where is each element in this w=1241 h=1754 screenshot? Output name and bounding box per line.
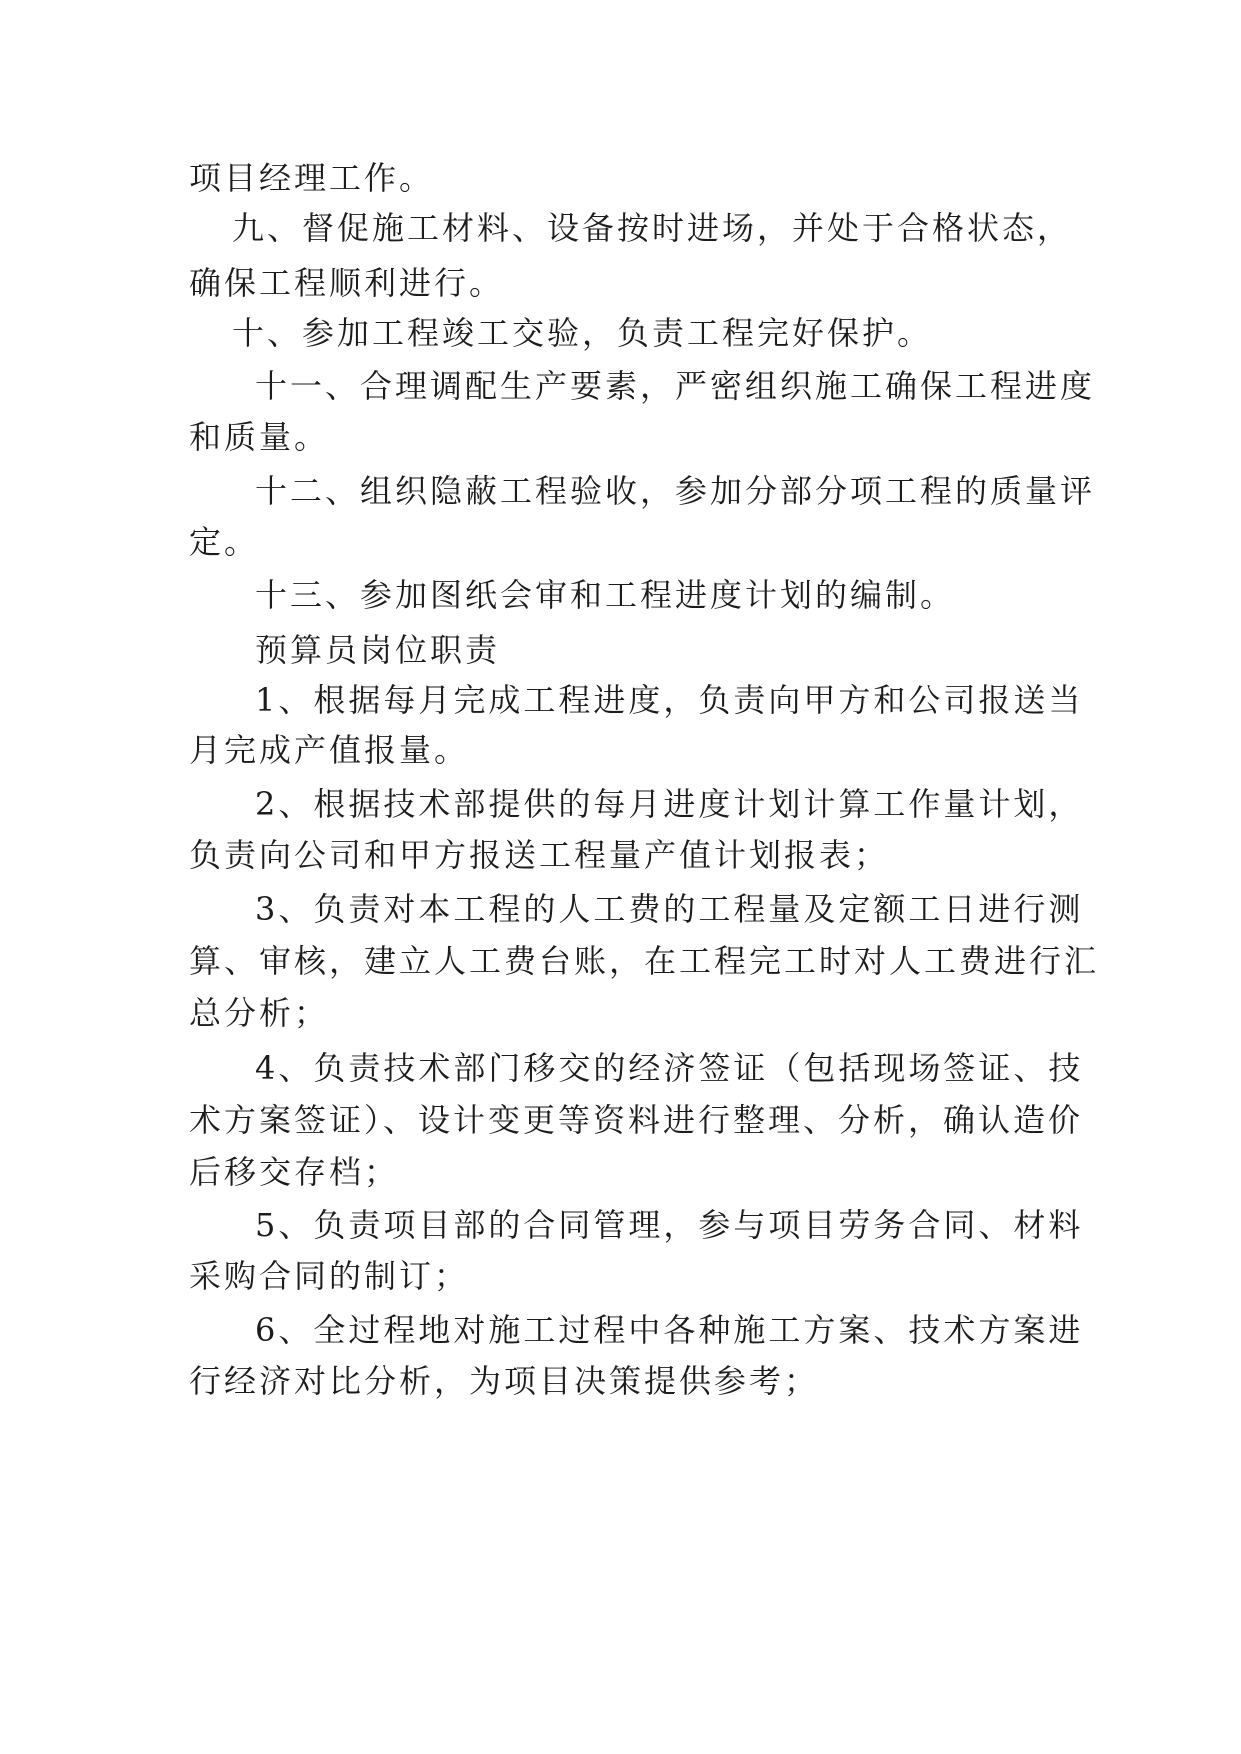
text-line: 九、督促施工材料、设备按时进场，并处于合格状态， — [232, 209, 1073, 247]
text-line: 后移交存档； — [189, 1153, 400, 1191]
text-line: 负责向公司和甲方报送工程量产值计划报表； — [189, 836, 890, 874]
text-line: 定。 — [189, 523, 260, 561]
text-line: 算、审核，建立人工费台账，在工程完工时对人工费进行汇 — [189, 942, 1100, 980]
text-line: 1、根据每月完成工程进度，负责向甲方和公司报送当 — [255, 681, 1084, 719]
text-line: 采购合同的制订； — [189, 1257, 470, 1295]
text-line: 和质量。 — [189, 418, 330, 456]
text-line: 2、根据技术部提供的每月进度计划计算工作量计划， — [255, 785, 1084, 823]
text-line: 项目经理工作。 — [189, 159, 435, 197]
text-line: 十、参加工程竣工交验，负责工程完好保护。 — [232, 314, 933, 352]
section-heading: 预算员岗位职责 — [255, 631, 501, 669]
text-line: 行经济对比分析，为项目决策提供参考； — [189, 1362, 820, 1400]
text-line: 6、全过程地对施工过程中各种施工方案、技术方案进 — [255, 1311, 1084, 1349]
text-line: 4、负责技术部门移交的经济签证（包括现场签证、技 — [255, 1049, 1084, 1087]
text-line: 总分析； — [189, 994, 330, 1032]
text-line: 5、负责项目部的合同管理，参与项目劳务合同、材料 — [255, 1206, 1084, 1244]
text-line: 术方案签证）、设计变更等资料进行整理、分析，确认造价 — [189, 1101, 1084, 1139]
text-line: 十三、参加图纸会审和工程进度计划的编制。 — [255, 576, 956, 614]
text-line: 确保工程顺利进行。 — [189, 264, 505, 302]
text-line: 十一、合理调配生产要素，严密组织施工确保工程进度 — [255, 367, 1096, 405]
text-line: 3、负责对本工程的人工费的工程量及定额工日进行测 — [255, 890, 1084, 928]
text-line: 月完成产值报量。 — [189, 731, 470, 769]
text-line: 十二、组织隐蔽工程验收，参加分部分项工程的质量评 — [255, 472, 1096, 510]
